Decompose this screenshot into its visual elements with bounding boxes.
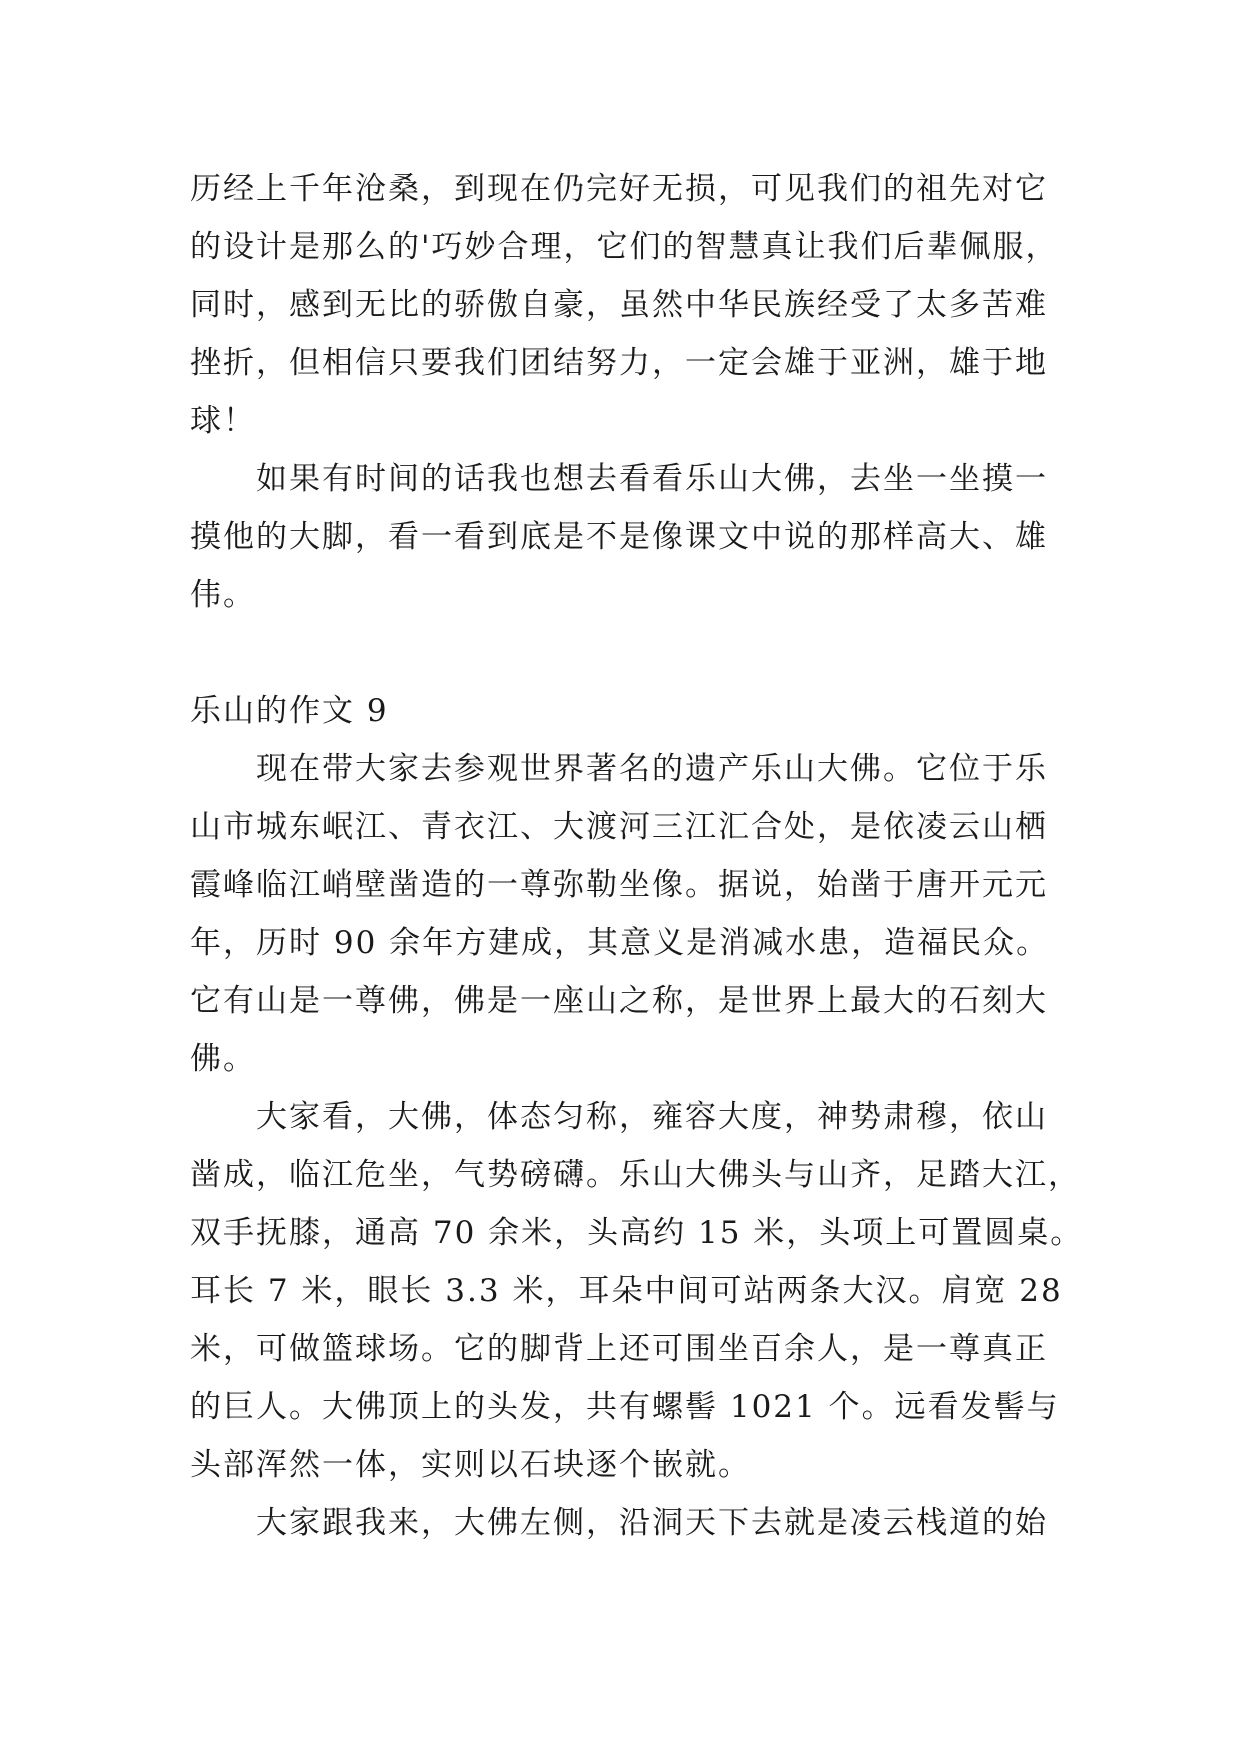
paragraph [190,1494,1070,1552]
text-line: 凿成，临江危坐，气势磅礴。乐山大佛头与山齐，足踏大江， [190,1157,1081,1193]
text-line: 伟。 [190,577,256,613]
section-spacer [190,624,1070,682]
text-line: 双手抚膝，通高 70 余米，头高约 15 米，头项上可置圆桌。 [190,1215,1084,1251]
text-line: 耳长 7 米，眼长 3.3 米，耳朵中间可站两条大汉。肩宽 28 [190,1273,1063,1309]
text-line: 现在带大家去参观世界著名的遗产乐山大佛。它位于乐 [256,751,1048,787]
text-line: 山市城东岷江、青衣江、大渡河三江汇合处，是依凌云山栖 [190,809,1048,845]
text-line: 霞峰临江峭壁凿造的一尊弥勒坐像。据说，始凿于唐开元元 [190,867,1048,903]
text-line: 佛。 [190,1041,256,1077]
text-line: 挫折，但相信只要我们团结努力，一定会雄于亚洲，雄于地 [190,345,1048,381]
paragraph [190,450,1070,624]
text-line: 的巨人。大佛顶上的头发，共有螺髻 1021 个。远看发髻与 [190,1389,1060,1425]
section-title: 乐山的作文 9 [190,693,389,729]
text-line: 球！ [190,403,256,439]
document-body [190,160,1084,1552]
text-line: 大家跟我来，大佛左侧，沿洞天下去就是凌云栈道的始 [256,1505,1048,1541]
text-line: 年，历时 90 余年方建成，其意义是消减水患，造福民众。 [190,925,1050,961]
text-line: 同时，感到无比的骄傲自豪，虽然中华民族经受了太多苦难 [190,287,1048,323]
paragraph [190,740,1070,1088]
paragraph [190,160,1070,450]
text-line: 如果有时间的话我也想去看看乐山大佛，去坐一坐摸一 [256,461,1048,497]
text-line: 它有山是一尊佛，佛是一座山之称，是世界上最大的石刻大 [190,983,1048,1019]
text-line: 的设计是那么的'巧妙合理，它们的智慧真让我们后辈佩服， [190,229,1059,265]
text-line: 头部浑然一体，实则以石块逐个嵌就。 [190,1447,751,1483]
text-line: 大家看，大佛，体态匀称，雍容大度，神势肃穆，依山 [256,1099,1048,1135]
text-line: 摸他的大脚，看一看到底是不是像课文中说的那样高大、雄 [190,519,1048,555]
text-line: 米，可做篮球场。它的脚背上还可围坐百余人，是一尊真正 [190,1331,1048,1367]
text-line: 历经上千年沧桑，到现在仍完好无损，可见我们的祖先对它 [190,171,1048,207]
paragraph [190,1088,1084,1494]
